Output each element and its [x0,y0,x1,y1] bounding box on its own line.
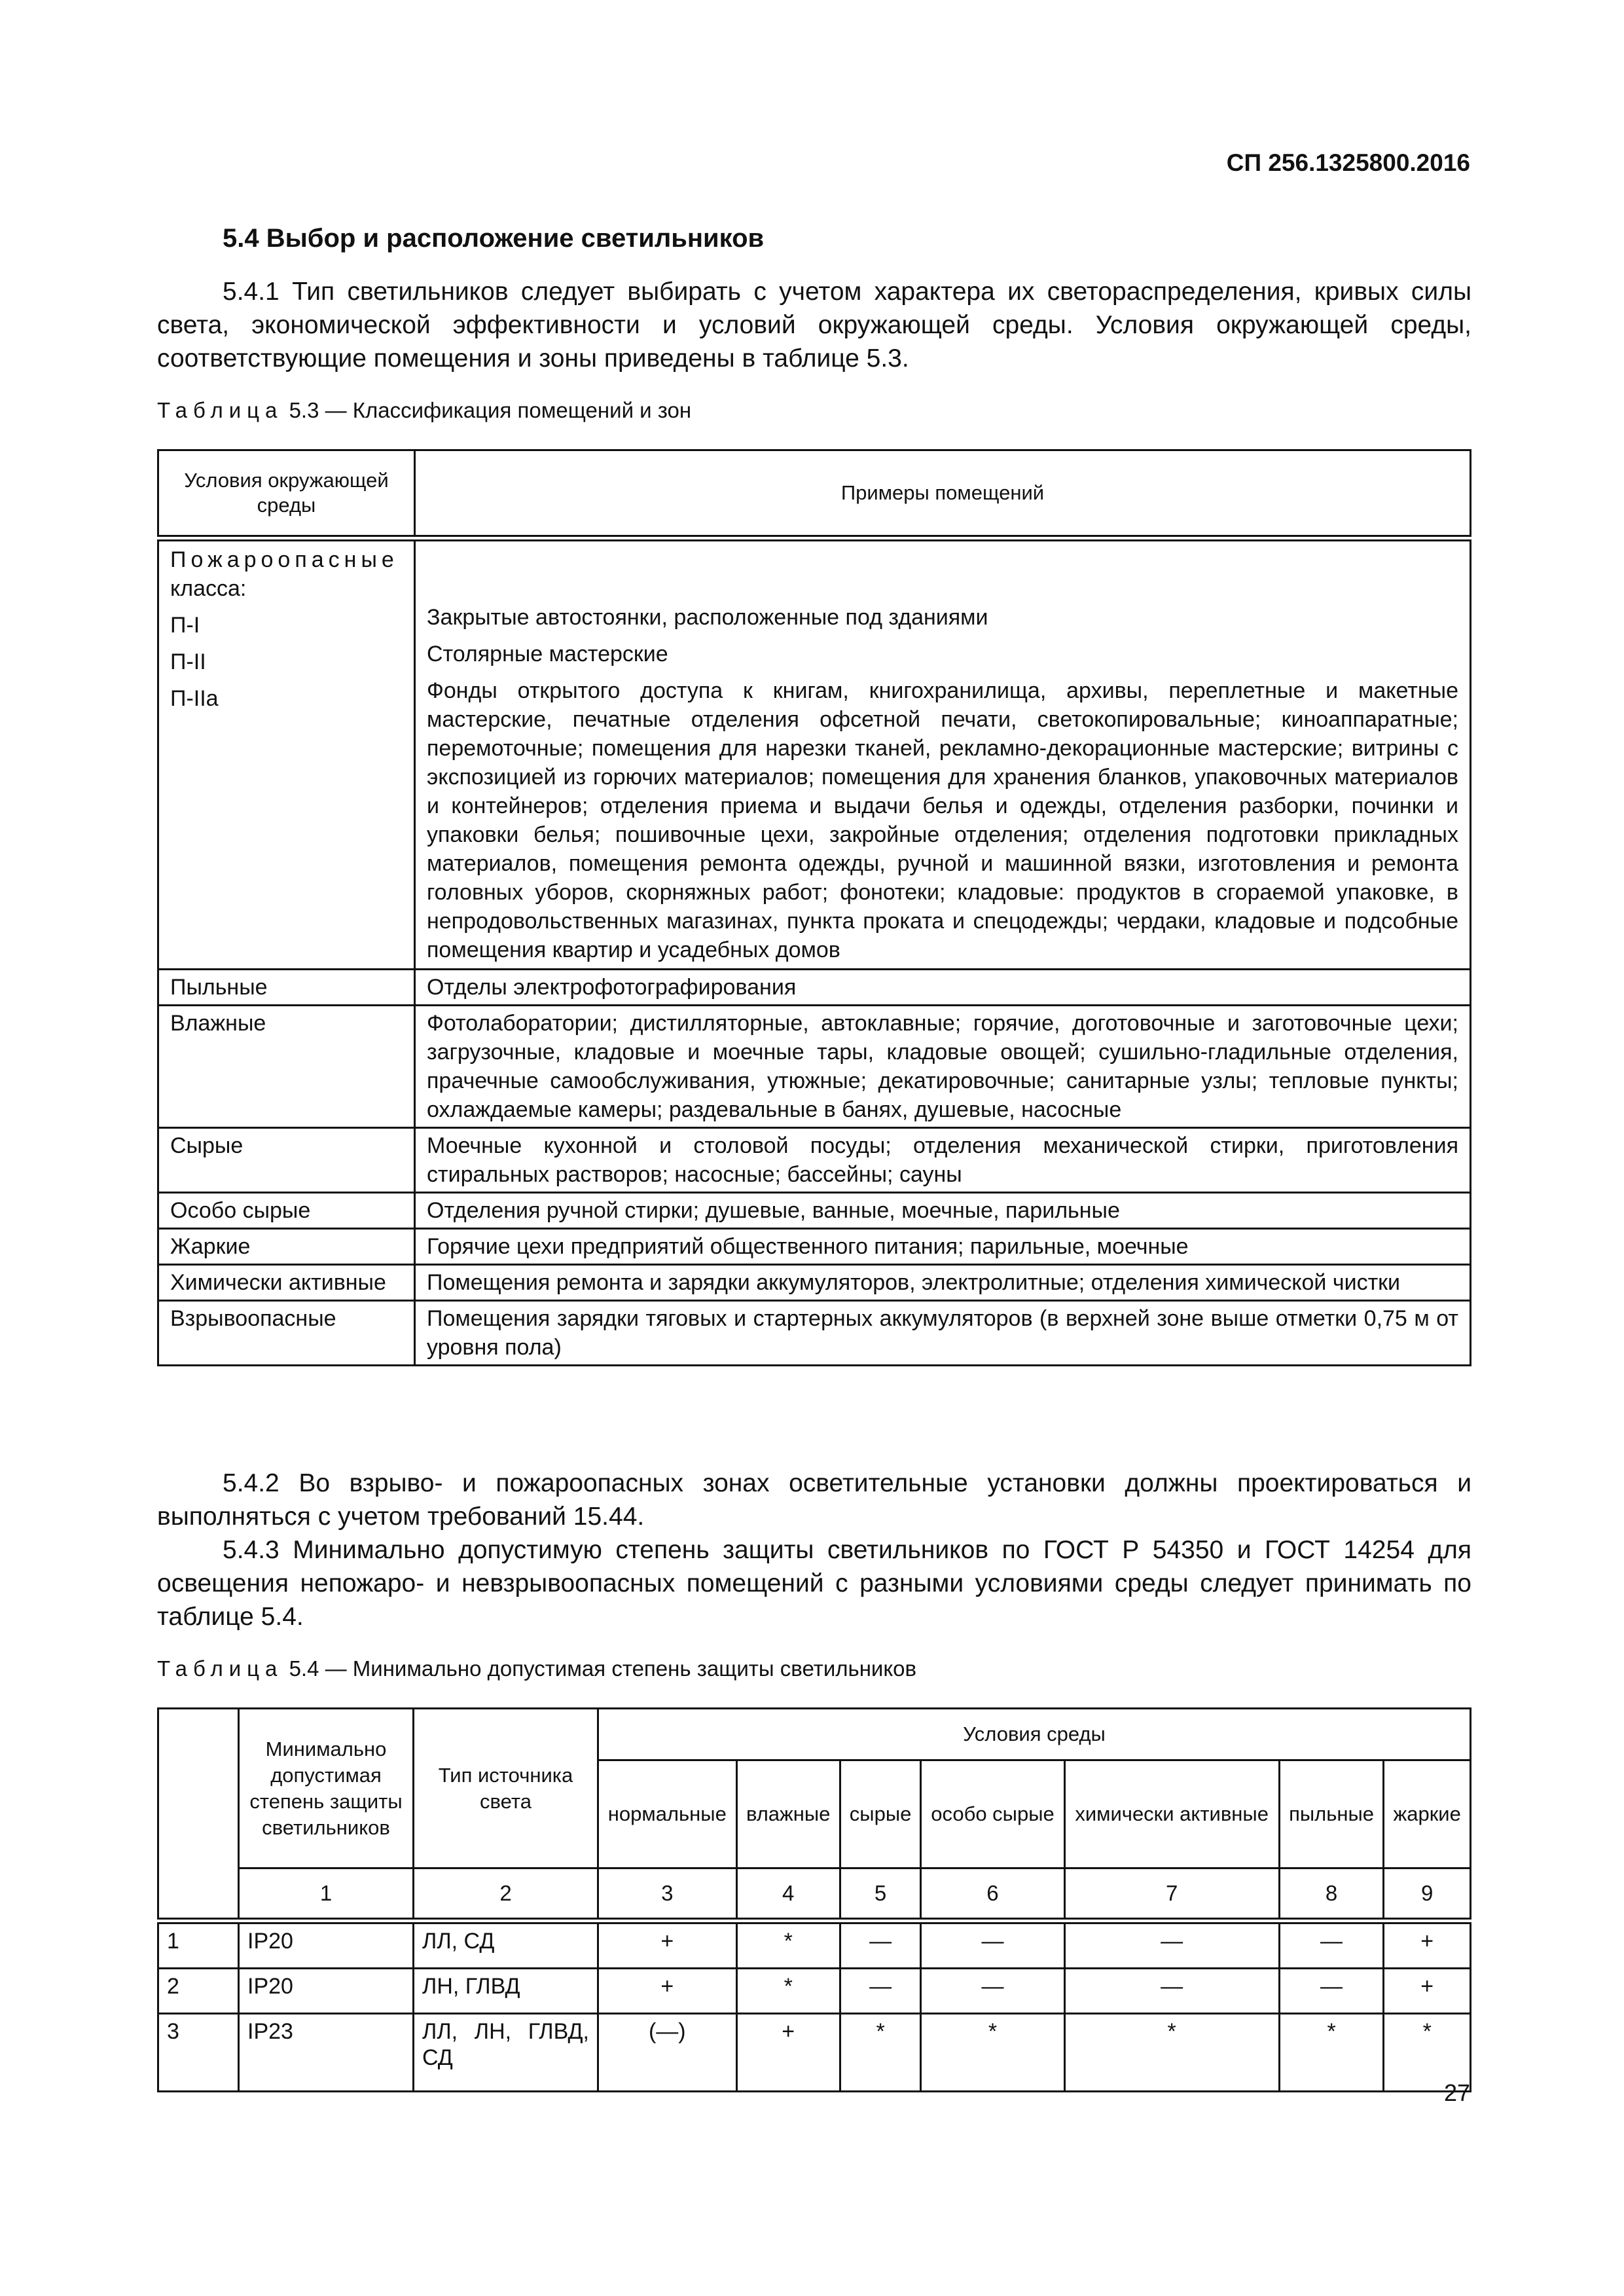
examples-cell: Горячие цехи предприятий общественного питания; парильные, моечные [415,1229,1471,1265]
table-5-4-header-group: Условия среды [598,1709,1471,1760]
paragraph-5-4-2: 5.4.2 Во взрыво- и пожароопасных зонах осветительные установки должны проектироваться и выполняться с учетом требований 15.44. [157,1469,1471,1531]
column-number: 3 [598,1868,737,1922]
fire-group-examples [415,538,1471,970]
page-number: 27 [1443,2079,1470,2106]
header-env-col: жаркие [1384,1760,1471,1868]
fire-example-p1: Закрытые автостоянки, расположенные под зданиями [427,605,988,630]
value-cell: * [736,1921,840,1969]
table-5-3-row [158,970,1471,1006]
light-source: ЛЛ, СД [414,1921,598,1969]
table-5-3-row [158,1229,1471,1265]
section-heading: 5.4 Выбор и расположение светильников [223,224,765,253]
table-5-4-header-row-1 [158,1709,1471,1760]
fire-class-p2a: П-IIa [170,686,219,711]
examples-cell: Помещения зарядки тяговых и стартерных аккумуляторов (в верхней зоне выше отметки 0,75 м от уровня пола) [415,1301,1471,1366]
ip-rating: IP20 [239,1969,414,2014]
env-cell: Химически активные [158,1265,415,1301]
table-5-3-header-examples: Примеры помещений [415,450,1471,539]
table-5-4-corner-cell [158,1709,239,1922]
table-5-4-header-min: Минимально допустимая степень защиты светильников [239,1709,414,1868]
table-5-4-row [158,2014,1471,2092]
column-number: 4 [736,1868,840,1922]
column-number: 9 [1384,1868,1471,1922]
column-number: 7 [1064,1868,1279,1922]
fire-class-p2: П-II [170,649,206,674]
table-5-3 [157,449,1471,1366]
examples-cell: Отделы электрофотографирования [415,970,1471,1006]
env-cell: Пыльные [158,970,415,1006]
value-cell: — [840,1921,921,1969]
row-number: 1 [158,1921,239,1969]
table-5-4-row [158,1921,1471,1969]
value-cell: * [1384,2014,1471,2092]
env-cell: Влажные [158,1006,415,1128]
value-cell: + [598,1969,737,2014]
table-5-4-header-source: Тип источника света [414,1709,598,1868]
table-5-4-row [158,1969,1471,2014]
value-cell: (—) [598,2014,737,2092]
examples-cell: Моечные кухонной и столовой посуды; отделения механической стирки, приготовления стиральных растворов; насосные; бассейны; сауны [415,1128,1471,1193]
value-cell: — [921,1969,1064,2014]
fire-group-title-rest: класса: [170,576,247,601]
light-source: ЛЛ, ЛН, ГЛВД, СД [414,2014,598,2092]
column-number: 5 [840,1868,921,1922]
value-cell: — [1064,1921,1279,1969]
value-cell: — [1279,1921,1384,1969]
column-number: 1 [239,1868,414,1922]
fire-class-p1: П-I [170,613,200,638]
examples-cell: Фотолаборатории; дистилляторные, автоклавные; горячие, доготовочные и заготовочные цехи; загрузочные, кладовые и моечные тары, кладовые овощей; сушильно-гладильные отделения, прачечные самообслуживания, утюжные; декатировочные; санитарные узлы; тепловые пункты; охлаждаемые камеры; раздевальные в банях, душевые, насосные [415,1006,1471,1128]
table-5-3-header-row [158,450,1471,539]
ip-rating: IP23 [239,2014,414,2092]
value-cell: * [1064,2014,1279,2092]
column-number: 6 [921,1868,1064,1922]
table-5-3-row [158,1193,1471,1229]
examples-cell: Помещения ремонта и зарядки аккумуляторов, электролитные; отделения химической чистки [415,1265,1471,1301]
value-cell: — [1064,1969,1279,2014]
value-cell: — [1279,1969,1384,2014]
paragraph-5-4-1: 5.4.1 Тип светильников следует выбирать с учетом характера их светораспределения, кривых силы света, экономической эффективности и условий окружающей среды. Условия окружающей среды, соответствующие помещения и зоны приведены в таблице 5.3. [157,278,1471,373]
fire-group-classes [158,538,415,970]
table-5-3-caption [157,398,691,423]
document-code: СП 256.1325800.2016 [1226,149,1470,176]
header-env-col: нормальные [598,1760,737,1868]
table-5-3-row [158,1265,1471,1301]
examples-cell: Отделения ручной стирки; душевые, ванные, моечные, парильные [415,1193,1471,1229]
ip-rating: IP20 [239,1921,414,1969]
fire-example-p2: Столярные мастерские [427,642,668,666]
header-env-col: пыльные [1279,1760,1384,1868]
fire-example-p2a: Фонды открытого доступа к книгам, книгохранилища, архивы, переплетные и макетные мастерские, печатные отделения офсетной печати, светокопировальные; киноаппаратные; перемоточные; помещения для нарезки тканей, рекламно-декорационные мастерские; витрины с экспозицией из горючих материалов; помещения для хранения бланков, упаковочных материалов и контейнеров; отделения приема и выдачи белья и одежды, отделения разборки, починки и упаковки белья; пошивочные цехи, закройные отделения; отделения подготовки прикладных материалов, помещения ремонта одежды, ручной и машинной вязки, изготовления и ремонта головных уборов, скорняжных работ; фонотеки; кладовые: продуктов в сгораемой упаковке, в непродовольственных магазинах, пункта проката и спецодежды; чердаки, кладовые и подсобные помещения квартир и усадебных домов [427,678,1458,962]
env-cell: Сырые [158,1128,415,1193]
column-number: 2 [414,1868,598,1922]
fire-group-title-spaced: Пожароопасные [170,547,399,572]
env-cell: Особо сырые [158,1193,415,1229]
value-cell: — [840,1969,921,2014]
header-env-col: сырые [840,1760,921,1868]
table-5-4-caption [157,1656,916,1681]
row-number: 3 [158,2014,239,2092]
paragraph-5-4-3: 5.4.3 Минимально допустимую степень защиты светильников по ГОСТ Р 54350 и ГОСТ 14254 для освещения непожаро- и невзрывоопасных помещений с разными условиями среды следует принимать по таблице 5.4. [157,1536,1471,1631]
table-5-4-caption-label: Таблица [157,1656,283,1681]
table-5-4-number-row [158,1868,1471,1922]
value-cell: + [598,1921,737,1969]
table-5-3-row [158,1006,1471,1128]
table-5-3-caption-label: Таблица [157,398,283,422]
header-env-col: особо сырые [921,1760,1064,1868]
table-5-3-row [158,1301,1471,1366]
header-env-col: химически активные [1064,1760,1279,1868]
value-cell: * [921,2014,1064,2092]
table-5-3-caption-text: 5.3 — Классификация помещений и зон [289,398,692,422]
value-cell: — [921,1921,1064,1969]
table-5-3-header-env: Условия окружающей среды [158,450,415,539]
value-cell: + [1384,1921,1471,1969]
table-5-4-caption-text: 5.4 — Минимально допустимая степень защиты светильников [289,1656,917,1681]
row-number: 2 [158,1969,239,2014]
value-cell: * [840,2014,921,2092]
table-5-3-fire-group-row [158,538,1471,970]
fire-group-title [159,541,414,607]
value-cell: * [736,1969,840,2014]
table-5-4 [157,1707,1471,2092]
header-env-col: влажные [736,1760,840,1868]
column-number: 8 [1279,1868,1384,1922]
value-cell: + [1384,1969,1471,2014]
value-cell: * [1279,2014,1384,2092]
env-cell: Жаркие [158,1229,415,1265]
env-cell: Взрывоопасные [158,1301,415,1366]
table-5-3-row [158,1128,1471,1193]
light-source: ЛН, ГЛВД [414,1969,598,2014]
value-cell: + [736,2014,840,2092]
